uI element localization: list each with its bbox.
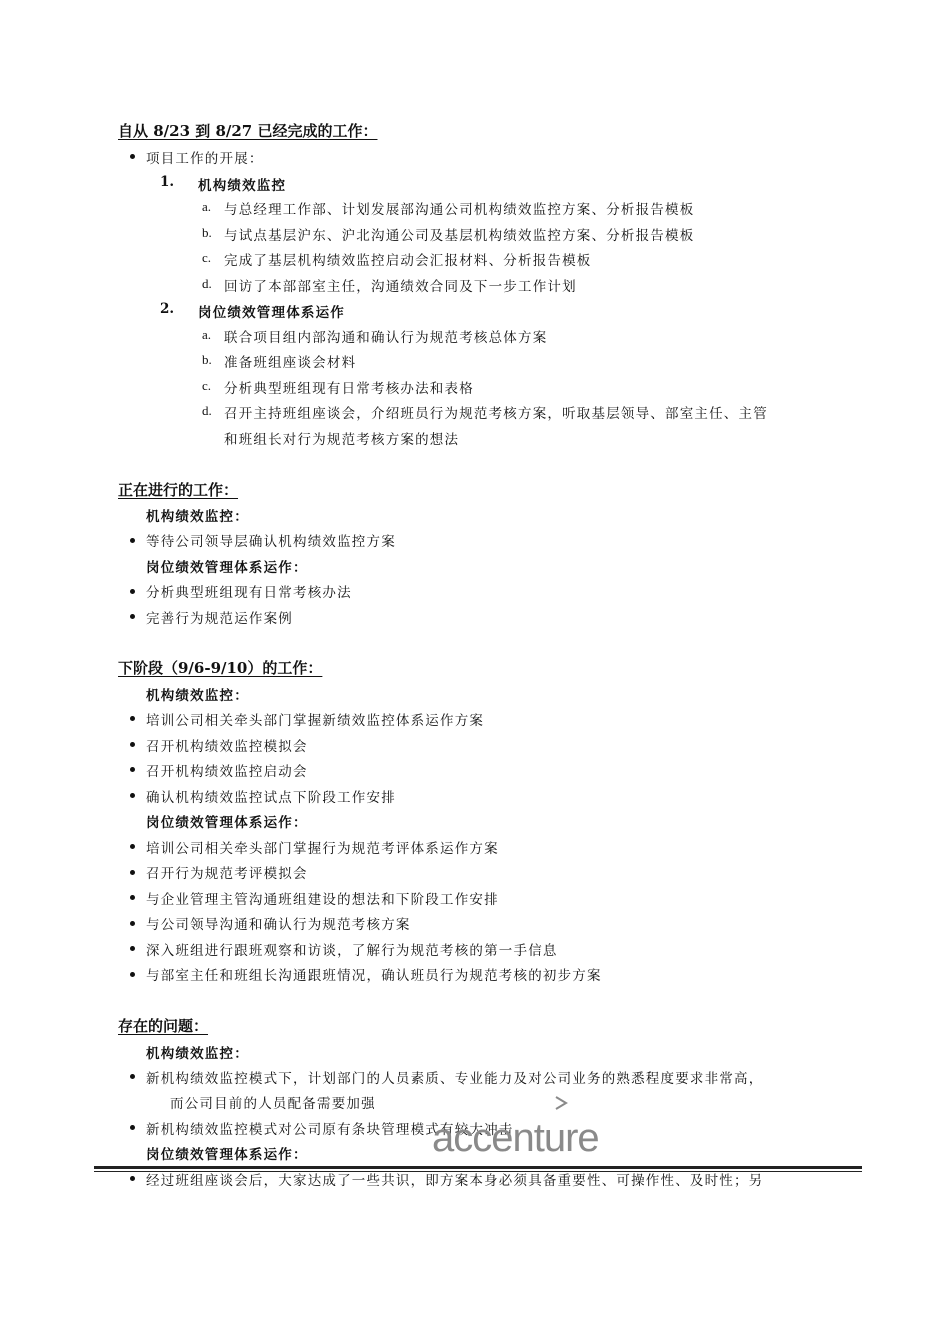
section-heading-issues: 存在的问题：	[118, 1017, 209, 1035]
subitem-text: 与试点基层沪东、沪北沟通公司及基层机构绩效监控方案、分析报告模板	[224, 228, 695, 244]
subitem-text: 联合项目组内部沟通和确认行为规范考核总体方案	[224, 330, 548, 346]
subitem-text-continued: 和班组长对行为规范考核方案的想法	[224, 432, 460, 448]
bullet-dot	[130, 589, 135, 594]
bullet-dot	[130, 870, 135, 875]
bullet-text: 召开行为规范考评模拟会	[146, 866, 308, 882]
bullet-text: 与公司领导沟通和确认行为规范考核方案	[146, 917, 411, 933]
section-heading-completed: 自从 8/23 到 8/27 已经完成的工作：	[118, 122, 378, 140]
subitem-letter: d.	[202, 276, 212, 291]
bullet-text: 完善行为规范运作案例	[146, 611, 293, 627]
subitem-letter: a.	[202, 199, 212, 214]
bullet-dot	[130, 767, 135, 772]
subitem-letter: c.	[202, 378, 212, 393]
bullet-dot	[130, 538, 135, 543]
accenture-logo: accenture	[432, 1116, 599, 1160]
bullet-dot	[130, 793, 135, 798]
bullet-dot	[130, 844, 135, 849]
bullet-dot	[130, 1176, 135, 1181]
subitem-text: 回访了本部部室主任，沟通绩效合同及下一步工作计划	[224, 279, 577, 295]
subitem-letter: b.	[202, 225, 212, 240]
accenture-chevron-icon	[554, 1096, 568, 1110]
section-heading-in-progress: 正在进行的工作：	[118, 481, 239, 499]
item-title: 岗位绩效管理体系运作	[198, 305, 345, 321]
bullet-text: 新机构绩效监控模式下，计划部门的人员素质、专业能力及对公司业务的熟悉程度要求非常高，	[146, 1071, 764, 1087]
bullet-text: 分析典型班组现有日常考核办法	[146, 585, 352, 601]
subitem-text: 分析典型班组现有日常考核办法和表格	[224, 381, 474, 397]
bullet-text: 等待公司领导层确认机构绩效监控方案	[146, 534, 396, 550]
bullet-dot	[130, 742, 135, 747]
item-number: 1.	[160, 174, 175, 190]
bullet-dot	[130, 1125, 135, 1130]
subitem-text: 准备班组座谈会材料	[224, 355, 357, 371]
bullet-text: 与部室主任和班组长沟通跟班情况，确认班员行为规范考核的初步方案	[146, 968, 602, 984]
footer-rule-thick	[94, 1166, 862, 1169]
bullet-text: 召开机构绩效监控模拟会	[146, 739, 308, 755]
bullet-dot	[130, 921, 135, 926]
bullet-text: 培训公司相关牵头部门掌握新绩效监控体系运作方案	[146, 713, 485, 729]
bullet-dot	[130, 154, 135, 159]
subitem-letter: d.	[202, 403, 212, 418]
bullet-dot	[130, 895, 135, 900]
bullet-text-continued: 而公司目前的人员配备需要加强	[170, 1096, 376, 1112]
item-number: 2.	[160, 301, 175, 317]
subitem-text: 完成了基层机构绩效监控启动会汇报材料、分析报告模板	[224, 253, 592, 269]
bullet-dot	[130, 972, 135, 977]
group-title: 岗位绩效管理体系运作：	[146, 815, 308, 831]
subitem-letter: a.	[202, 327, 212, 342]
group-title: 岗位绩效管理体系运作：	[146, 560, 308, 576]
footer-rule-thin	[94, 1171, 862, 1172]
subitem-letter: b.	[202, 352, 212, 367]
group-title: 机构绩效监控：	[146, 688, 249, 704]
item-title: 机构绩效监控	[198, 178, 287, 194]
bullet-text: 与企业管理主管沟通班组建设的想法和下阶段工作安排	[146, 892, 499, 908]
bullet-dot	[130, 946, 135, 951]
group-title: 岗位绩效管理体系运作：	[146, 1147, 308, 1163]
group-title: 机构绩效监控：	[146, 1046, 249, 1062]
bullet-text: 经过班组座谈会后，大家达成了一些共识，即方案本身必须具备重要性、可操作性、及时性；另	[146, 1173, 764, 1189]
bullet-text: 召开机构绩效监控启动会	[146, 764, 308, 780]
bullet-text: 深入班组进行跟班观察和访谈，了解行为规范考核的第一手信息	[146, 943, 558, 959]
bullet-dot	[130, 1074, 135, 1079]
group-title: 机构绩效监控：	[146, 509, 249, 525]
bullet-text: 培训公司相关牵头部门掌握行为规范考评体系运作方案	[146, 841, 499, 857]
subitem-letter: c.	[202, 250, 212, 265]
subitem-text: 与总经理工作部、计划发展部沟通公司机构绩效监控方案、分析报告模板	[224, 202, 695, 218]
bullet-text: 项目工作的开展：	[146, 151, 264, 167]
subitem-text: 召开主持班组座谈会，介绍班员行为规范考核方案，听取基层领导、部室主任、主管	[224, 406, 768, 422]
bullet-text: 确认机构绩效监控试点下阶段工作安排	[146, 790, 396, 806]
bullet-dot	[130, 716, 135, 721]
section-heading-next-phase: 下阶段（9/6-9/10）的工作：	[118, 659, 323, 677]
bullet-dot	[130, 614, 135, 619]
bullet-text: 新机构绩效监控模式对公司原有条块管理模式有较大冲击	[146, 1122, 514, 1138]
